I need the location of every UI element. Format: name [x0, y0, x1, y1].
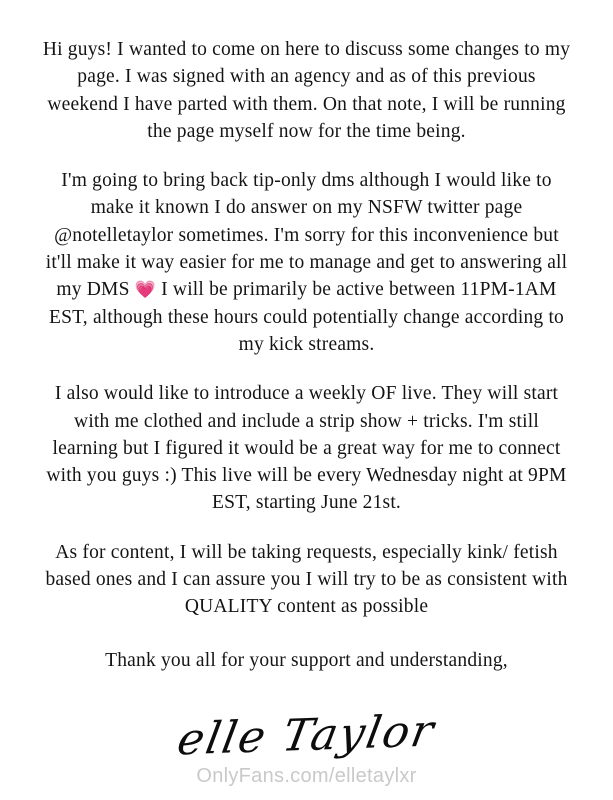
closing-line: Thank you all for your support and understanding, [105, 649, 508, 671]
watermark: OnlyFans.com/elletaylxr [196, 765, 417, 787]
paragraph-live: I also would like to introduce a weekly OF live. They will start with me clothed and include a strip show + tricks. I'm still learning but I figured it would be a great way for me to connect with you guys :) This live will be every Wednesday night at 9PM EST, starting June 21st. [46, 383, 567, 514]
paragraph-dms-continued: I will be primarily be active between 11PM-1AM EST, although these hours could potentially change according to my kick streams. [49, 279, 564, 355]
handwritten-signature: elle Taylor [173, 705, 440, 766]
paragraph-intro: Hi guys! I wanted to come on here to discuss some changes to my page. I was signed with an agency and as of this previous weekend I have parted with them. On that note, I will be running the page myself now for the time being. [42, 39, 571, 142]
paragraph-dms-text: I'm going to bring back tip-only dms although I would like to make it known I do answer on my NSFW twitter page @notelletaylor sometimes. I'm sorry for this inconvenience but it'll make it way easier for me to manage and get to answering all my DMS [45, 170, 568, 301]
sparkling-heart-icon: 💗 [134, 280, 157, 300]
paragraph-content: As for content, I will be taking requests, especially kink/ fetish based ones and I can assure you I will try to be as consistent with QUALITY content as possible [45, 541, 568, 618]
paragraph-dms [42, 167, 571, 358]
